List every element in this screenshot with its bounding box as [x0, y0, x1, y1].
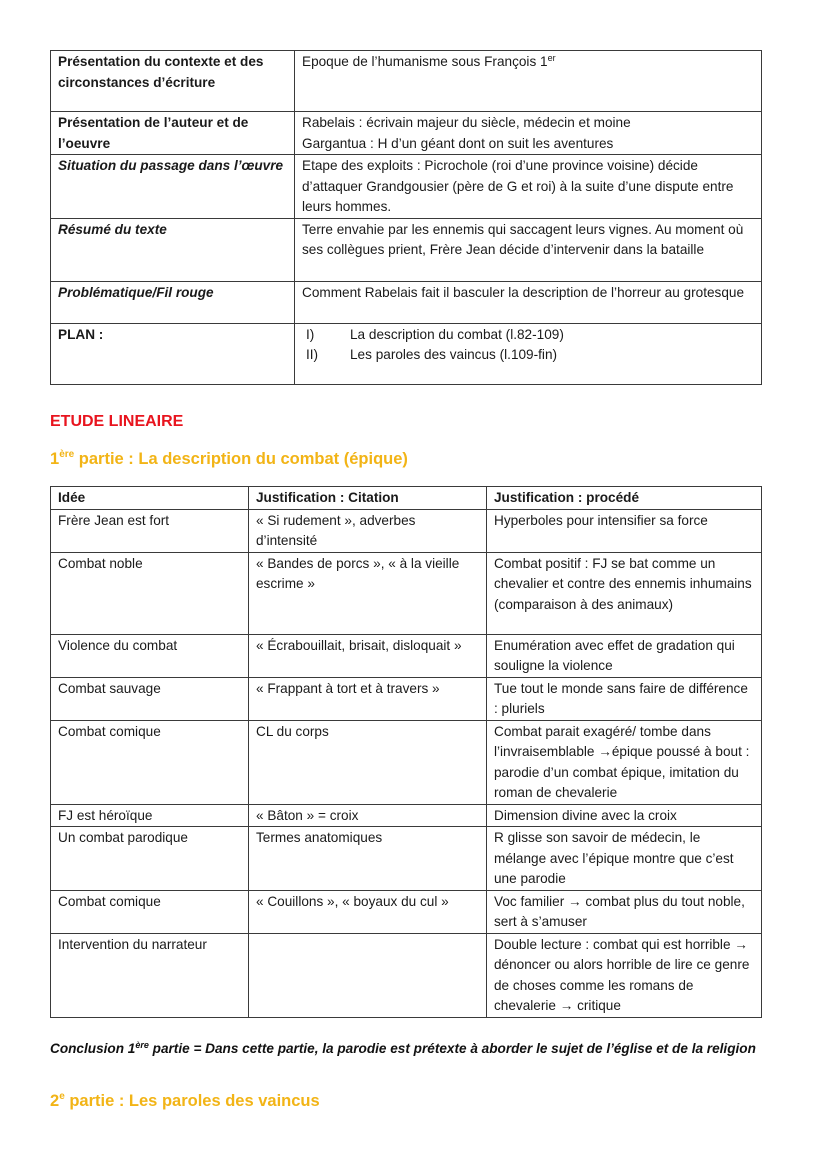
table-row: [51, 634, 762, 677]
idea-cell: Combat comique: [51, 720, 249, 804]
citation-cell: CL du corps: [249, 720, 487, 804]
intro-row-summary: [51, 218, 762, 281]
plan-item: [302, 325, 754, 346]
citation-cell: « Bandes de porcs », « à la vieille escrime »: [249, 552, 487, 634]
procede-cell: Voc familier → combat plus du tout noble, sert à s’amuser: [487, 890, 762, 933]
idea-cell: Combat comique: [51, 890, 249, 933]
column-header-idea: Idée: [51, 487, 249, 510]
column-header-citation: Justification : Citation: [249, 487, 487, 510]
citation-cell: [249, 933, 487, 1017]
intro-row-author: [51, 112, 762, 155]
citation-cell: Termes anatomiques: [249, 827, 487, 891]
superscript: ère: [135, 1040, 149, 1050]
procede-cell: R glisse son savoir de médecin, le mélange avec l’épique montre que c’est une parodie: [487, 827, 762, 891]
procede-cell: Combat positif : FJ se bat comme un chevalier et contre des ennemis inhumains (comparaison à des animaux): [487, 552, 762, 634]
part-title: partie : La description du combat (épique): [74, 450, 408, 468]
intro-table: [50, 50, 762, 385]
part-title: partie : Les paroles des vaincus: [64, 1092, 320, 1110]
citation-cell: « Écrabouillait, brisait, disloquait »: [249, 634, 487, 677]
section-heading: ETUDE LINEAIRE: [50, 413, 184, 430]
idea-cell: Violence du combat: [51, 634, 249, 677]
intro-value: Etape des exploits : Picrochole (roi d’une province voisine) décide d’attaquer Grandgousier (père de G et roi) à la suite d’une dispute entre leurs hommes.: [295, 155, 762, 219]
conclusion-prefix: Conclusion 1: [50, 1041, 136, 1056]
table-row: [51, 890, 762, 933]
intro-label: Présentation de l’auteur et de l’oeuvre: [51, 112, 295, 155]
table-row: [51, 827, 762, 891]
citation-cell: « Couillons », « boyaux du cul »: [249, 890, 487, 933]
table-row: [51, 804, 762, 827]
table-row: [51, 677, 762, 720]
procede-cell: Double lecture : combat qui est horrible → dénoncer ou alors horrible de lire ce genre de choses comme les romans de chevalerie → critique: [487, 933, 762, 1017]
table-row: [51, 509, 762, 552]
intro-row-problematic: [51, 281, 762, 323]
idea-cell: Un combat parodique: [51, 827, 249, 891]
part1-heading: [50, 450, 408, 469]
intro-value: Terre envahie par les ennemis qui saccagent leurs vignes. Au moment où ses collègues prient, Frère Jean décide d’intervenir dans la bataille: [295, 218, 762, 281]
plan-text: Les paroles des vaincus (l.109-fin): [350, 347, 558, 362]
idea-cell: Combat noble: [51, 552, 249, 634]
procede-cell: Dimension divine avec la croix: [487, 804, 762, 827]
superscript: e: [59, 1091, 65, 1102]
table-row: [51, 933, 762, 1017]
column-header-procede: Justification : procédé: [487, 487, 762, 510]
procede-cell: Tue tout le monde sans faire de différence : pluriels: [487, 677, 762, 720]
table-row: [51, 720, 762, 804]
intro-value: [295, 112, 762, 155]
conclusion-part1: [50, 1038, 765, 1059]
analysis-table: [50, 486, 762, 1018]
plan-item: [302, 345, 754, 366]
part2-heading: [50, 1092, 320, 1111]
part-number: 1: [50, 450, 60, 468]
intro-value-line: Gargantua : H d’un géant dont on suit les aventures: [302, 135, 614, 151]
intro-value: Comment Rabelais fait il basculer la description de l’horreur au grotesque: [295, 281, 762, 323]
citation-cell: « Bâton » = croix: [249, 804, 487, 827]
superscript: ère: [59, 449, 75, 460]
plan-number: I): [306, 326, 315, 342]
intro-label: Problématique/Fil rouge: [51, 281, 295, 323]
intro-label: PLAN :: [51, 323, 295, 384]
idea-cell: FJ est héroïque: [51, 804, 249, 827]
intro-value: [295, 51, 762, 112]
intro-row-context: [51, 51, 762, 112]
intro-label: Situation du passage dans l’œuvre: [51, 155, 295, 219]
idea-cell: Frère Jean est fort: [51, 509, 249, 552]
procede-cell: Hyperboles pour intensifier sa force: [487, 509, 762, 552]
part-number: 2: [50, 1092, 60, 1110]
conclusion-text: partie = Dans cette partie, la parodie est prétexte à aborder le sujet de l’église et de la religion: [148, 1041, 756, 1056]
table-header-row: [51, 487, 762, 510]
plan-number: II): [306, 347, 319, 362]
intro-value-text: Epoque de l’humanisme sous François 1: [302, 54, 548, 69]
procede-cell: Combat parait exagéré/ tombe dans l’invraisemblable →épique poussé à bout : parodie d’un combat épique, imitation du roman de chevalerie: [487, 720, 762, 804]
idea-cell: Intervention du narrateur: [51, 933, 249, 1017]
intro-row-situation: [51, 155, 762, 219]
citation-cell: « Frappant à tort et à travers »: [249, 677, 487, 720]
intro-value-line: Rabelais : écrivain majeur du siècle, médecin et moine: [302, 115, 631, 130]
idea-cell: Combat sauvage: [51, 677, 249, 720]
plan-list: [295, 323, 762, 384]
citation-cell: « Si rudement », adverbes d’intensité: [249, 509, 487, 552]
table-row: [51, 552, 762, 634]
procede-cell: Enumération avec effet de gradation qui souligne la violence: [487, 634, 762, 677]
intro-label: Résumé du texte: [51, 218, 295, 281]
intro-label: Présentation du contexte et des circonstances d’écriture: [51, 51, 295, 112]
superscript: er: [547, 53, 556, 63]
plan-text: La description du combat (l.82-109): [350, 326, 564, 342]
intro-row-plan: [51, 323, 762, 384]
analysis-table-body: [51, 509, 762, 1017]
